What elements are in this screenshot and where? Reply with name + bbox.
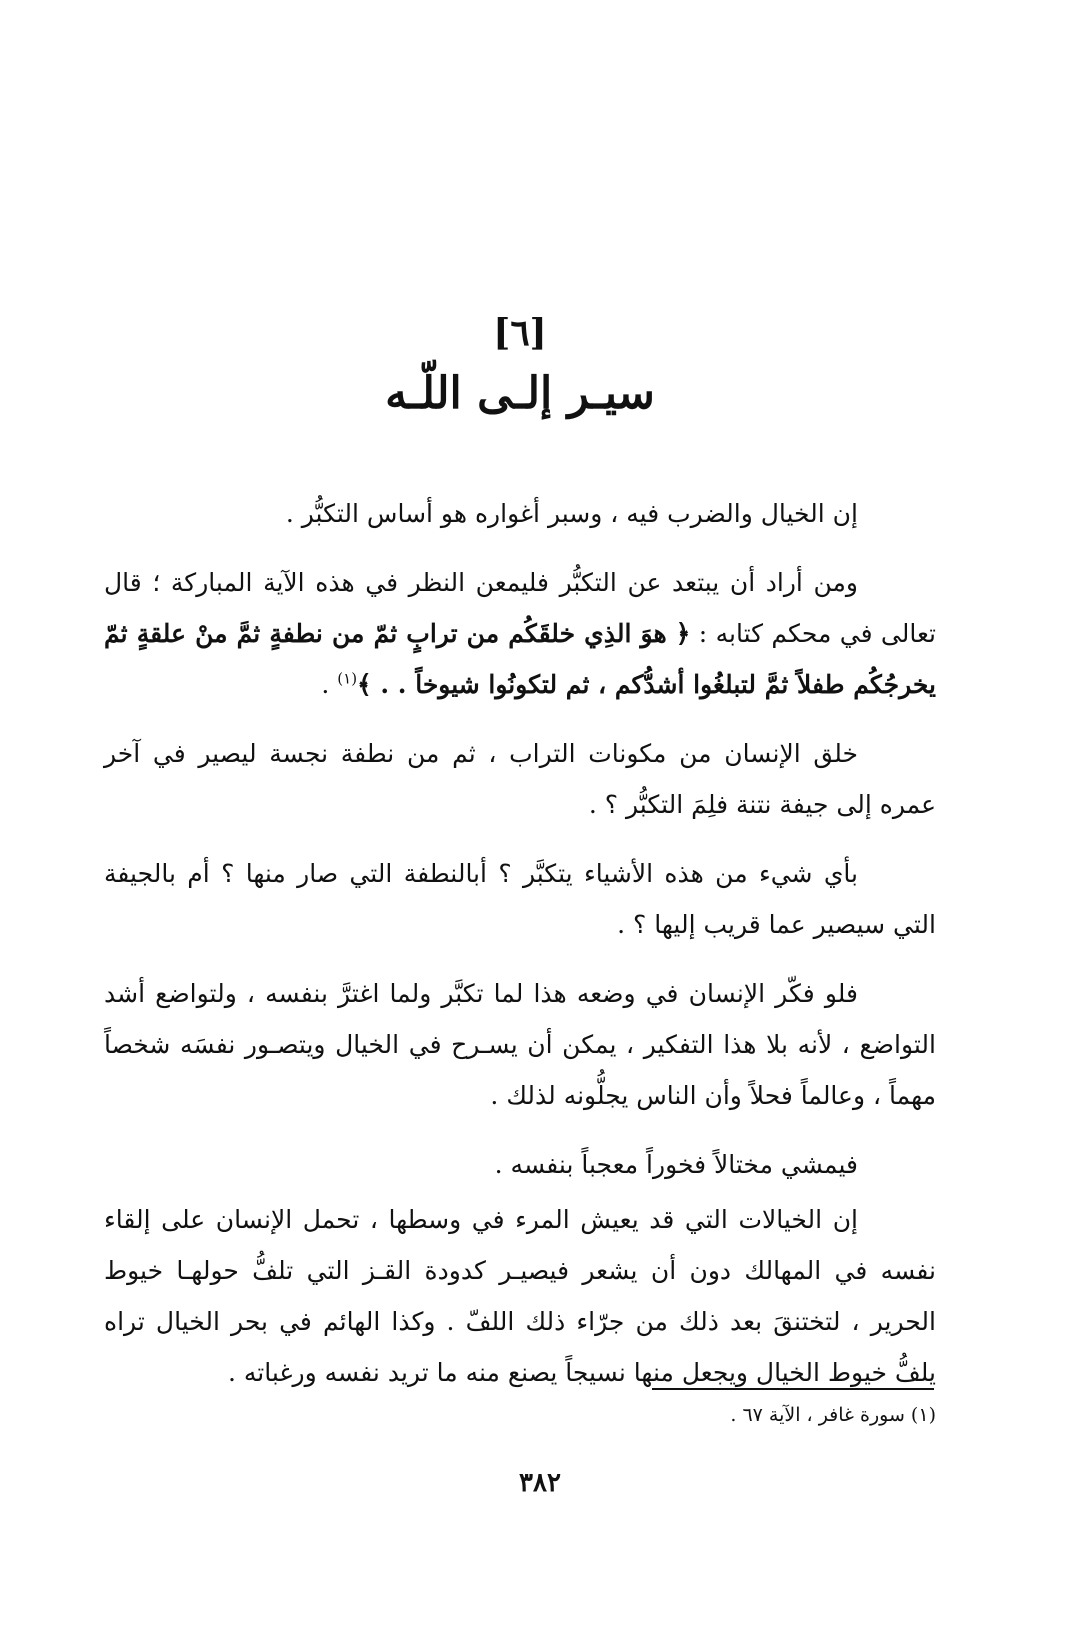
paragraph-6: فيمشي مختالاً فخوراً معجباً بنفسه . [494,1150,858,1179]
page-number: ٣٨٢ [519,1468,561,1498]
footnote-divider [652,1388,934,1390]
paragraph-3: خلق الإنسان من مكونات التراب ، ثم من نطفة نجسة ليصير في آخر عمره إلى جيفة نتنة فلِمَ التكبُّر ؟ . [104,739,936,819]
paragraph-2 [104,557,936,710]
paragraph-2-intro: ومن أراد أن يبتعد عن التكبُّر فليمعن النظر في هذه الآية المباركة ؛ قال تعالى في محكم كتابه : [104,568,937,648]
chapter-number: [٦] [493,312,547,354]
footnote-reference[interactable]: (١) [337,669,358,688]
chapter-title: سيـر إلـى اللّـه [385,368,655,419]
footnote: (١) سورة غافر ، الآية ٦٧ . [730,1404,936,1426]
body-text [104,488,936,1416]
paragraph-5: فلو فكّر الإنسان في وضعه هذا لما تكبَّر ولما اغترَّ بنفسه ، ولتواضع أشد التواضع ، لأنه بلا هذا التفكير ، يمكن أن يسـرح في الخيال ويتصـور نفسَه شخصاً مهماً ، وعالماً فحلاً وأن الناس يجلُّونه لذلك . [104,979,936,1110]
quran-verse: ﴿ هوَ الذِي خلقَكُم من ترابٍ ثمّ من نطفةٍ ثمَّ منْ علقةٍ ثمّ يخرجُكُم طفلاً ثمَّ لتبلغُوا أشدُّكم ، ثم لتكونُوا شيوخاً . . ﴾ [104,619,936,699]
paragraph-4: بأي شيء من هذه الأشياء يتكبَّر ؟ أبالنطفة التي صار منها ؟ أم بالجيفة التي سيصير عما قريب إليها ؟ . [104,859,936,939]
paragraph-2-end: . [321,670,338,699]
paragraph-7: إن الخيالات التي قد يعيش المرء في وسطها ، تحمل الإنسان على إلقاء نفسه في المهالك دون أن يشعر فيصيـر كدودة القـز التي تلفُّ حولهـا خيوط الحرير ، لتختنقَ بعد ذلك من جرّاء ذلك اللفّ . وكذا الهائم في بحر الخيال تراه يلفُّ خيوط الخيال ويجعل منها نسيجاً يصنع منه ما تريد نفسه ورغباته . [104,1205,936,1387]
paragraph-1: إن الخيال والضرب فيه ، وسبر أغواره هو أساس التكبُّر . [285,499,858,528]
